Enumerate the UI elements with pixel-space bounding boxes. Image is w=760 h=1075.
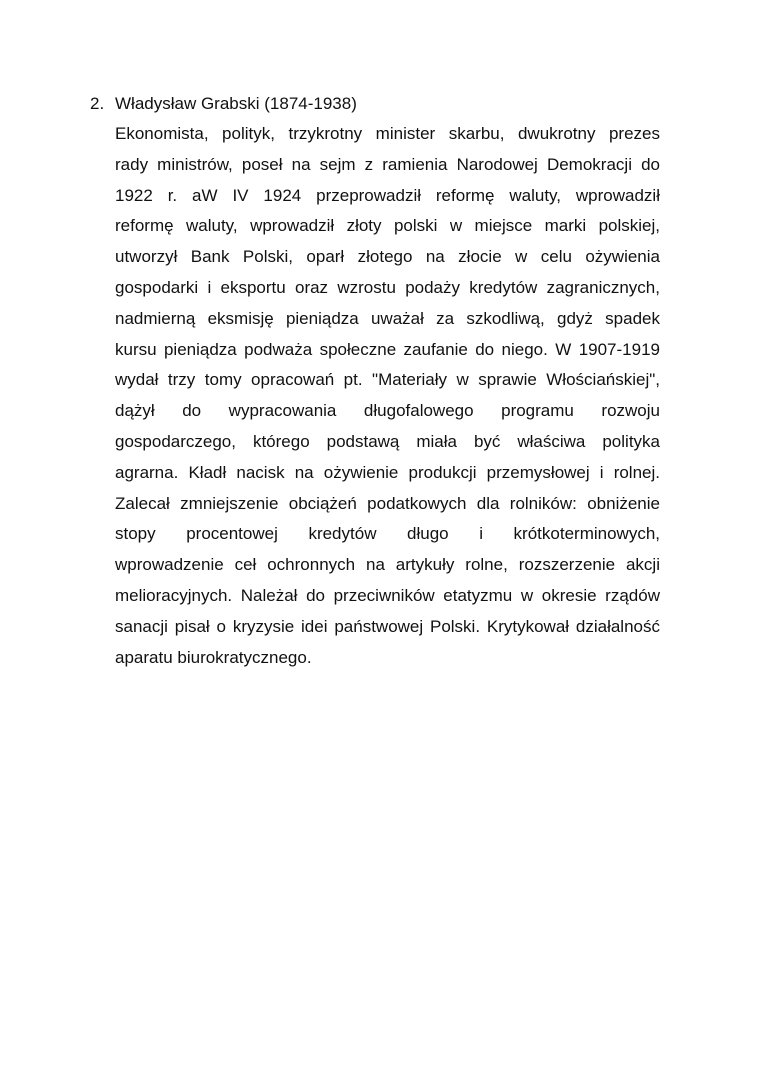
body-line: sanacji pisał o kryzysie idei państwowej Polski. Krytykował działalność bbox=[115, 616, 660, 636]
body-line: aparatu biurokratycznego. bbox=[115, 647, 312, 667]
body-line: agrarna. Kładł nacisk na ożywienie produkcji przemysłowej i rolnej. bbox=[115, 462, 660, 482]
body-line: rady ministrów, poseł na sejm z ramienia Narodowej Demokracji do bbox=[115, 154, 660, 174]
list-item bbox=[90, 88, 670, 673]
body-line: Zalecał zmniejszenie obciążeń podatkowych dla rolników: obniżenie bbox=[115, 493, 660, 513]
item-body bbox=[115, 119, 660, 673]
body-line: kursu pieniądza podważa społeczne zaufanie do niego. W 1907-1919 bbox=[115, 339, 660, 359]
body-line: gospodarczego, którego podstawą miała być właściwa polityka bbox=[115, 431, 660, 451]
body-line: melioracyjnych. Należał do przeciwników etatyzmu w okresie rządów bbox=[115, 585, 660, 605]
body-line: Ekonomista, polityk, trzykrotny minister skarbu, dwukrotny prezes bbox=[115, 124, 660, 143]
body-line: gospodarki i eksportu oraz wzrostu podaży kredytów zagranicznych, bbox=[115, 277, 660, 297]
body-line: nadmierną eksmisję pieniądza uważał za szkodliwą, gdyż spadek bbox=[115, 308, 660, 328]
body-line: wprowadzenie ceł ochronnych na artykuły rolne, rozszerzenie akcji bbox=[115, 555, 660, 575]
item-heading bbox=[90, 88, 670, 119]
body-line: utworzył Bank Polski, oparł złotego na złocie w celu ożywienia bbox=[115, 247, 660, 267]
body-line: stopy procentowej kredytów długo i krótkoterminowych, bbox=[115, 524, 660, 544]
body-line: 1922 r. aW IV 1924 przeprowadził reformę waluty, wprowadził bbox=[115, 185, 660, 205]
item-number: 2. bbox=[90, 94, 105, 113]
item-title: Władysław Grabski (1874-1938) bbox=[115, 94, 357, 113]
body-line: reformę waluty, wprowadził złoty polski w miejsce marki polskiej, bbox=[115, 216, 660, 236]
body-line: dążył do wypracowania długofalowego programu rozwoju bbox=[115, 401, 660, 421]
body-line: wydał trzy tomy opracowań pt. "Materiały w sprawie Włościańskiej", bbox=[115, 370, 660, 390]
